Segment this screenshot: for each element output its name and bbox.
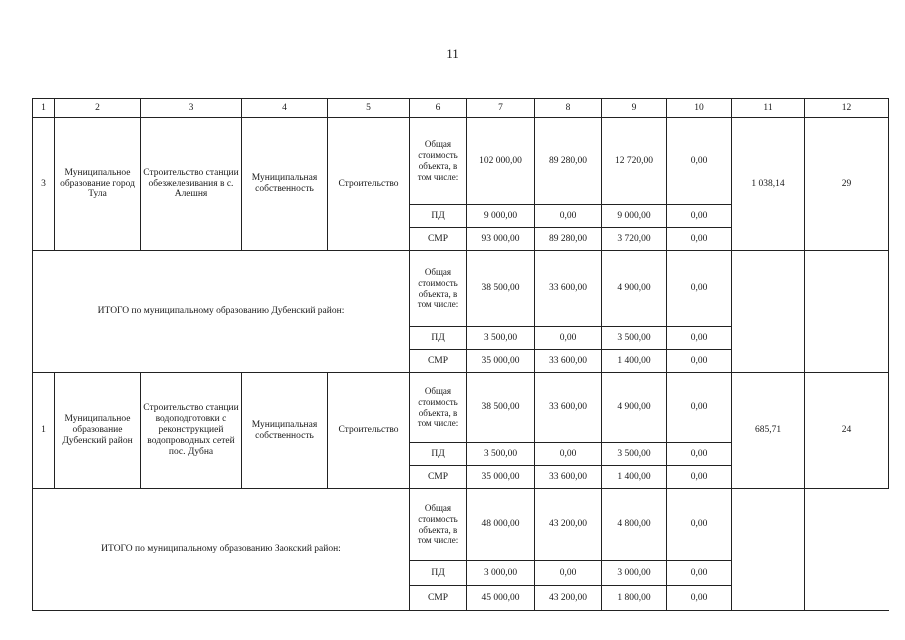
table-row bbox=[33, 373, 889, 443]
value-cell: 48 000,00 bbox=[467, 489, 535, 561]
value-cell: 43 200,00 bbox=[535, 489, 602, 561]
value-cell: 89 280,00 bbox=[535, 228, 602, 251]
pd-label: ПД bbox=[410, 327, 467, 350]
header-cell: 11 bbox=[732, 99, 805, 118]
empty-cell bbox=[805, 489, 889, 611]
value-cell: 9 000,00 bbox=[602, 205, 667, 228]
value-cell: 0,00 bbox=[667, 327, 732, 350]
value-cell: 102 000,00 bbox=[467, 118, 535, 205]
col12-cell: 24 bbox=[805, 373, 889, 489]
value-cell: 0,00 bbox=[667, 443, 732, 466]
value-cell: 4 900,00 bbox=[602, 373, 667, 443]
value-cell: 4 900,00 bbox=[602, 251, 667, 327]
total-label: ИТОГО по муниципальному образованию Заокский район: bbox=[33, 489, 410, 611]
value-cell: 0,00 bbox=[667, 466, 732, 489]
municipality-cell: Муниципальное образование Дубенский район bbox=[55, 373, 141, 489]
value-cell: 3 500,00 bbox=[467, 327, 535, 350]
header-cell: 7 bbox=[467, 99, 535, 118]
total-label: ИТОГО по муниципальному образованию Дубенский район: bbox=[33, 251, 410, 373]
value-cell: 3 500,00 bbox=[602, 443, 667, 466]
value-cell: 0,00 bbox=[535, 327, 602, 350]
smr-label: СМР bbox=[410, 228, 467, 251]
investment-table bbox=[32, 98, 889, 611]
value-cell: 0,00 bbox=[667, 205, 732, 228]
value-cell: 0,00 bbox=[535, 443, 602, 466]
header-cell: 2 bbox=[55, 99, 141, 118]
value-cell: 0,00 bbox=[667, 350, 732, 373]
value-cell: 3 000,00 bbox=[467, 561, 535, 586]
total-row bbox=[33, 489, 889, 561]
value-cell: 33 600,00 bbox=[535, 350, 602, 373]
header-cell: 8 bbox=[535, 99, 602, 118]
table-row bbox=[33, 118, 889, 205]
value-cell: 0,00 bbox=[667, 586, 732, 611]
header-row bbox=[33, 99, 889, 118]
ownership-cell: Муниципальная собственность bbox=[242, 118, 328, 251]
empty-cell bbox=[805, 251, 889, 373]
object-cell: Строительство станции водоподготовки с реконструкцией водопроводных сетей пос. Дубна bbox=[141, 373, 242, 489]
value-cell: 33 600,00 bbox=[535, 373, 602, 443]
page-number: 11 bbox=[446, 46, 459, 61]
general-cost-label: Общая стоимость объекта, в том числе: bbox=[410, 489, 467, 561]
value-cell: 0,00 bbox=[667, 561, 732, 586]
value-cell: 0,00 bbox=[667, 373, 732, 443]
value-cell: 4 800,00 bbox=[602, 489, 667, 561]
smr-label: СМР bbox=[410, 466, 467, 489]
header-cell: 1 bbox=[33, 99, 55, 118]
value-cell: 1 400,00 bbox=[602, 466, 667, 489]
value-cell: 35 000,00 bbox=[467, 466, 535, 489]
total-row bbox=[33, 251, 889, 327]
row-number: 1 bbox=[33, 373, 55, 489]
type-cell: Строительство bbox=[328, 373, 410, 489]
empty-cell bbox=[732, 489, 805, 611]
general-cost-label: Общая стоимость объекта, в том числе: bbox=[410, 118, 467, 205]
value-cell: 3 500,00 bbox=[467, 443, 535, 466]
general-cost-label: Общая стоимость объекта, в том числе: bbox=[410, 373, 467, 443]
pd-label: ПД bbox=[410, 561, 467, 586]
value-cell: 38 500,00 bbox=[467, 373, 535, 443]
header-cell: 4 bbox=[242, 99, 328, 118]
value-cell: 89 280,00 bbox=[535, 118, 602, 205]
value-cell: 3 500,00 bbox=[602, 327, 667, 350]
value-cell: 9 000,00 bbox=[467, 205, 535, 228]
header-cell: 12 bbox=[805, 99, 889, 118]
value-cell: 1 800,00 bbox=[602, 586, 667, 611]
value-cell: 3 000,00 bbox=[602, 561, 667, 586]
municipality-cell: Муниципальное образование город Тула bbox=[55, 118, 141, 251]
value-cell: 0,00 bbox=[535, 561, 602, 586]
header-cell: 10 bbox=[667, 99, 732, 118]
ownership-cell: Муниципальная собственность bbox=[242, 373, 328, 489]
empty-cell bbox=[732, 251, 805, 373]
general-cost-label: Общая стоимость объекта, в том числе: bbox=[410, 251, 467, 327]
value-cell: 0,00 bbox=[667, 251, 732, 327]
object-cell: Строительство станции обезжелезивания в с. Алешня bbox=[141, 118, 242, 251]
header-cell: 9 bbox=[602, 99, 667, 118]
value-cell: 1 400,00 bbox=[602, 350, 667, 373]
header-cell: 6 bbox=[410, 99, 467, 118]
col12-cell: 29 bbox=[805, 118, 889, 251]
value-cell: 43 200,00 bbox=[535, 586, 602, 611]
col11-cell: 685,71 bbox=[732, 373, 805, 489]
header-cell: 3 bbox=[141, 99, 242, 118]
row-number: 3 bbox=[33, 118, 55, 251]
value-cell: 3 720,00 bbox=[602, 228, 667, 251]
value-cell: 0,00 bbox=[667, 228, 732, 251]
value-cell: 38 500,00 bbox=[467, 251, 535, 327]
value-cell: 35 000,00 bbox=[467, 350, 535, 373]
value-cell: 12 720,00 bbox=[602, 118, 667, 205]
pd-label: ПД bbox=[410, 443, 467, 466]
value-cell: 33 600,00 bbox=[535, 466, 602, 489]
value-cell: 93 000,00 bbox=[467, 228, 535, 251]
value-cell: 33 600,00 bbox=[535, 251, 602, 327]
col11-cell: 1 038,14 bbox=[732, 118, 805, 251]
pd-label: ПД bbox=[410, 205, 467, 228]
header-cell: 5 bbox=[328, 99, 410, 118]
value-cell: 0,00 bbox=[667, 118, 732, 205]
smr-label: СМР bbox=[410, 350, 467, 373]
smr-label: СМР bbox=[410, 586, 467, 611]
value-cell: 45 000,00 bbox=[467, 586, 535, 611]
type-cell: Строительство bbox=[328, 118, 410, 251]
value-cell: 0,00 bbox=[667, 489, 732, 561]
value-cell: 0,00 bbox=[535, 205, 602, 228]
